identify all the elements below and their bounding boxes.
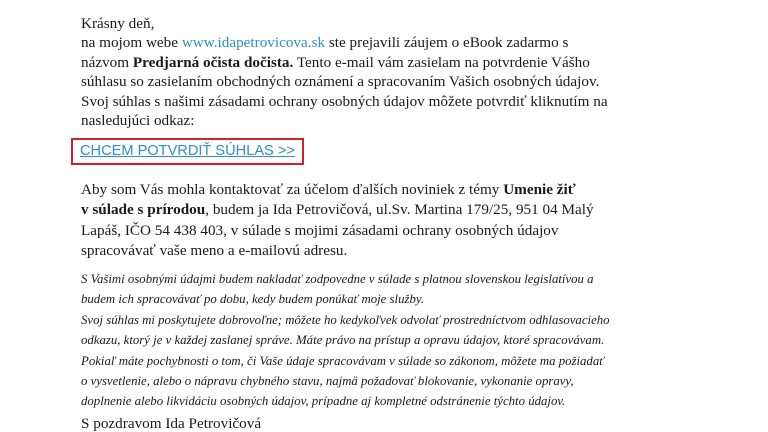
topic-title-part-2: v súlade s prírodou <box>81 201 206 219</box>
contact-line-2-text: , budem ja Ida Petrovičová, ul.Sv. Martina 179/25, 951 04 Malý <box>205 201 594 219</box>
intro-text-pre: na mojom webe <box>81 34 182 52</box>
legal-line: S Vašimi osobnými údajmi budem nakladať zodpovedne v súlade s platnou slovenskou legislatívou a <box>81 272 594 286</box>
confirm-consent-link[interactable]: CHCEM POTVRDIŤ SÚHLAS >> <box>80 143 295 159</box>
legal-line: budem ich spracovávať po dobu, kedy budem ponúkať moje služby. <box>81 292 425 307</box>
intro-line-2-post: Tento e-mail vám zasielam na potvrdenie Vášho <box>293 53 590 71</box>
intro-line-1 <box>81 33 641 52</box>
ebook-title: Predjarná očista dočista. <box>132 53 294 71</box>
contact-line-1 <box>81 180 641 200</box>
contact-line-1-text: Aby som Vás mohla kontaktovať za účelom ďalších noviniek z témy <box>81 181 504 198</box>
intro-line-2 <box>81 53 641 72</box>
intro-line-4: Svoj súhlas s našimi zásadami ochrany osobných údajov môžete potvrdiť kliknutím na <box>81 92 608 110</box>
signature: S pozdravom Ida Petrovičová <box>81 415 262 432</box>
intro-line-2-pre: názvom <box>81 53 133 71</box>
contact-paragraph <box>81 180 641 261</box>
contact-line-2 <box>81 200 641 220</box>
legal-line: Svoj súhlas mi poskytujete dobrovoľne; môžete ho kedykoľvek odvolať prostredníctvom odhlasovacieho <box>81 312 610 327</box>
contact-line-4: spracovávať vaše meno a e-mailovú adresu. <box>81 241 348 259</box>
email-body <box>81 14 641 130</box>
intro-paragraph <box>81 14 641 130</box>
intro-line-5: nasledujúci odkaz: <box>81 112 195 130</box>
intro-text-post: ste prejavili záujem o eBook zadarmo s <box>325 34 569 52</box>
website-link[interactable]: www.idapetrovicova.sk <box>181 34 326 52</box>
legal-line: odkazu, ktorý je v každej zaslanej správe. Máte právo na prístup a opravu údajov, ktoré spracovávam. <box>81 333 605 348</box>
topic-title-part-1: Umenie žiť <box>503 181 576 198</box>
legal-line: doplnenie alebo likvidáciu osobných údajov, prípadne aj kompletné odstránenie týchto údajov. <box>81 394 566 409</box>
intro-line-3: súhlasu so zasielaním obchodných oznámení a spracovaním Vašich osobných údajov. <box>81 73 600 91</box>
greeting: Krásny deň, <box>81 15 155 32</box>
legal-line: o vysvetlenie, alebo o nápravu chybného stavu, najmä požadovať blokovanie, vykonanie opravy, <box>81 374 574 389</box>
contact-line-3: Lapáš, IČO 54 438 403, v súlade s mojimi zásadami ochrany osobných údajov <box>81 221 559 239</box>
legal-notice <box>81 269 641 412</box>
legal-line: Pokiaľ máte pochybnosti o tom, či Vaše údaje spracovávam v súlade so zákonom, môžete ma požiadať <box>81 353 604 368</box>
